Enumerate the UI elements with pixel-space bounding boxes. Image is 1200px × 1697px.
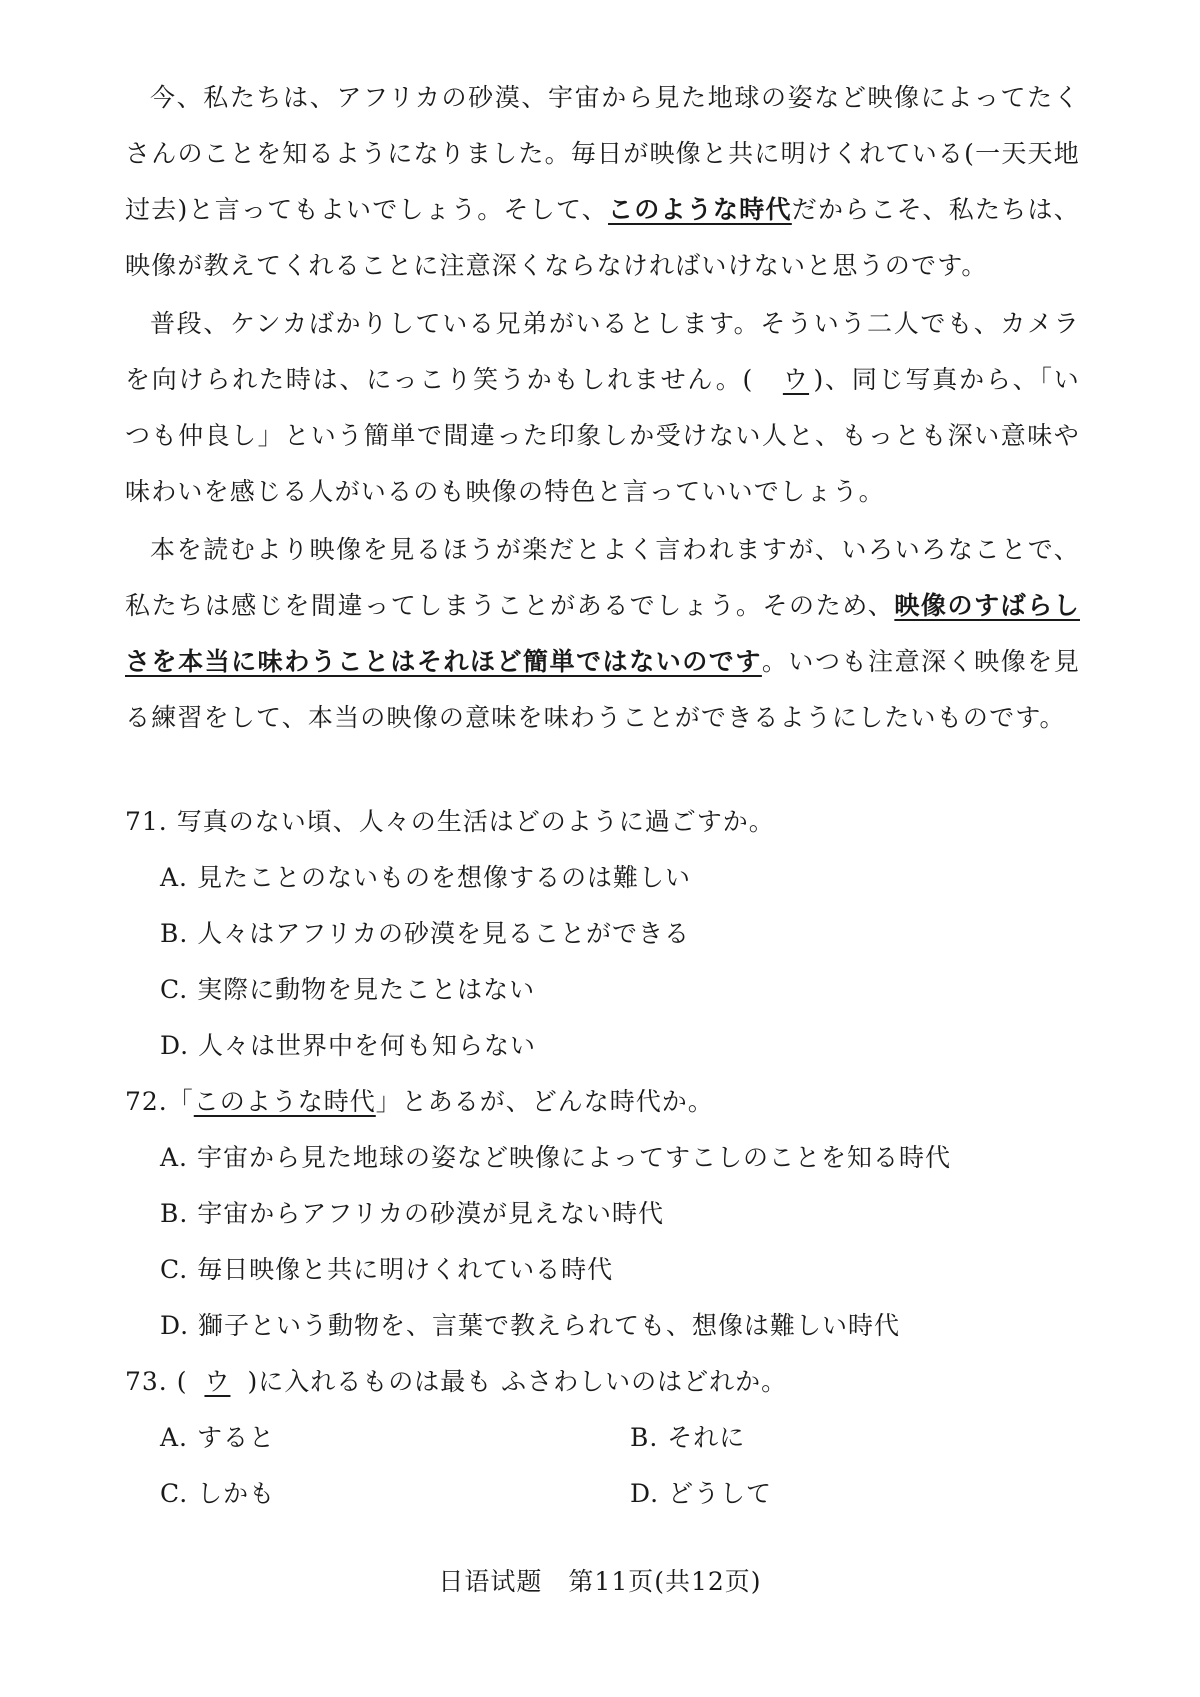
passage-text: 本を読むより映像を見るほうが楽だとよく言われますが、いろいろなことで、私たちは感じを間違ってしまうことがあるでしょう。そのため、 bbox=[125, 535, 1080, 620]
question-73-suffix: )に入れるものは最も ふさわしいのはどれか。 bbox=[247, 1367, 788, 1396]
passage-paragraph-3 bbox=[125, 522, 1080, 746]
question-72-option-d: D. 獅子という動物を、言葉で教えられても、想像は難しい時代 bbox=[160, 1311, 901, 1340]
question-71-stem: 71. 写真のない頃、人々の生活はどのように過ごすか。 bbox=[125, 807, 775, 836]
question-73-option-b: B. それに bbox=[630, 1423, 746, 1452]
passage-paragraph-2 bbox=[125, 296, 1080, 520]
answer-blank: ウ bbox=[204, 1367, 231, 1396]
question-72-prefix: 72.「 bbox=[125, 1087, 194, 1116]
question-71-option-c: C. 実際に動物を見たことはない bbox=[160, 975, 536, 1004]
question-72-suffix: 」とあるが、どんな時代か。 bbox=[375, 1087, 714, 1116]
passage-paragraph-1 bbox=[125, 70, 1080, 294]
question-73-option-c: C. しかも bbox=[160, 1479, 276, 1508]
passage-text: 。いつも注意深く映像を見る練習をして、本当の映像の意味を味わうことができるようにしたいものです。 bbox=[125, 647, 1080, 732]
question-73-option-d: D. どうして bbox=[630, 1479, 773, 1508]
page-footer: 日语试题 第11页(共12页) bbox=[438, 1567, 762, 1596]
question-72-option-a: A. 宇宙から見た地球の姿など映像によってすこしのことを知る時代 bbox=[160, 1143, 951, 1172]
passage-text: だからこそ、私たちは、映像が教えてくれることに注意深くならなければいけないと思うのです。 bbox=[125, 195, 1081, 280]
question-72-stem bbox=[125, 1082, 714, 1122]
passage-text: )、同じ写真から、「いつも仲良し」という簡単で間違った印象しか受けない人と、もっとも深い意味や味わいを感じる人がいるのも映像の特色と言っていいでしょう。 bbox=[125, 365, 1080, 506]
question-71-option-b: B. 人々はアフリカの砂漠を見ることができる bbox=[160, 919, 691, 948]
question-73-prefix: 73. ( bbox=[125, 1367, 188, 1396]
question-73-option-a: A. すると bbox=[160, 1423, 275, 1452]
question-72-option-b: B. 宇宙からアフリカの砂漠が見えない時代 bbox=[160, 1199, 665, 1228]
underlined-phrase: このような時代 bbox=[193, 1087, 376, 1116]
question-72-option-c: C. 毎日映像と共に明けくれている時代 bbox=[160, 1255, 614, 1284]
question-71-option-d: D. 人々は世界中を何も知らない bbox=[160, 1031, 537, 1060]
underlined-sentence: 映像のすばらしさを本当に味わうことはそれほど簡単ではないのです bbox=[125, 591, 1080, 676]
underlined-phrase: このような時代 bbox=[608, 195, 792, 224]
passage-text: 今、私たちは、アフリカの砂漠、宇宙から見た地球の姿など映像によってたくさんのことを知るようになりました。毎日が映像と共に明けくれている(一天天地过去)と言ってもよいでしょう。そして、 bbox=[125, 83, 1080, 224]
question-71-option-a: A. 見たことのないものを想像するのは難しい bbox=[160, 863, 691, 892]
answer-blank: ウ bbox=[782, 365, 810, 394]
question-73-stem bbox=[125, 1362, 787, 1402]
passage-text: 普段、ケンカばかりしている兄弟がいるとします。そういう二人でも、カメラを向けられた時は、にっこり笑うかもしれません。( bbox=[125, 309, 1080, 394]
